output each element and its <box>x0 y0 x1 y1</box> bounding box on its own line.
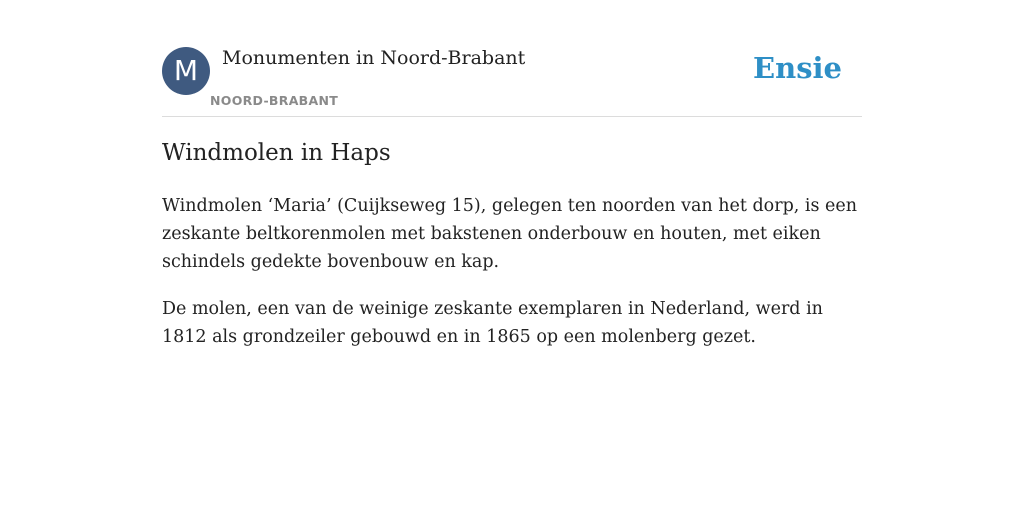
article-paragraph: De molen, een van de weinige zeskante exemplaren in Nederland, werd in 1812 als grondzeiler gebouwd en in 1865 op een molenberg gezet. <box>162 299 823 347</box>
article-body <box>162 192 862 370</box>
collection-subtitle: NOORD-BRABANT <box>210 93 339 108</box>
collection-title[interactable]: Monumenten in Noord-Brabant <box>222 47 526 69</box>
article-paragraph: Windmolen ‘Maria’ (Cuijkseweg 15), gelegen ten noorden van het dorp, is een zeskante beltkorenmolen met bakstenen onderbouw en houten, met eiken schindels gedekte bovenbouw en kap. <box>162 196 858 272</box>
brand-logo-link[interactable]: Ensie <box>753 51 842 85</box>
collection-avatar[interactable]: M <box>162 47 210 95</box>
collection-header <box>162 46 862 117</box>
article-title: Windmolen in Haps <box>162 140 391 166</box>
